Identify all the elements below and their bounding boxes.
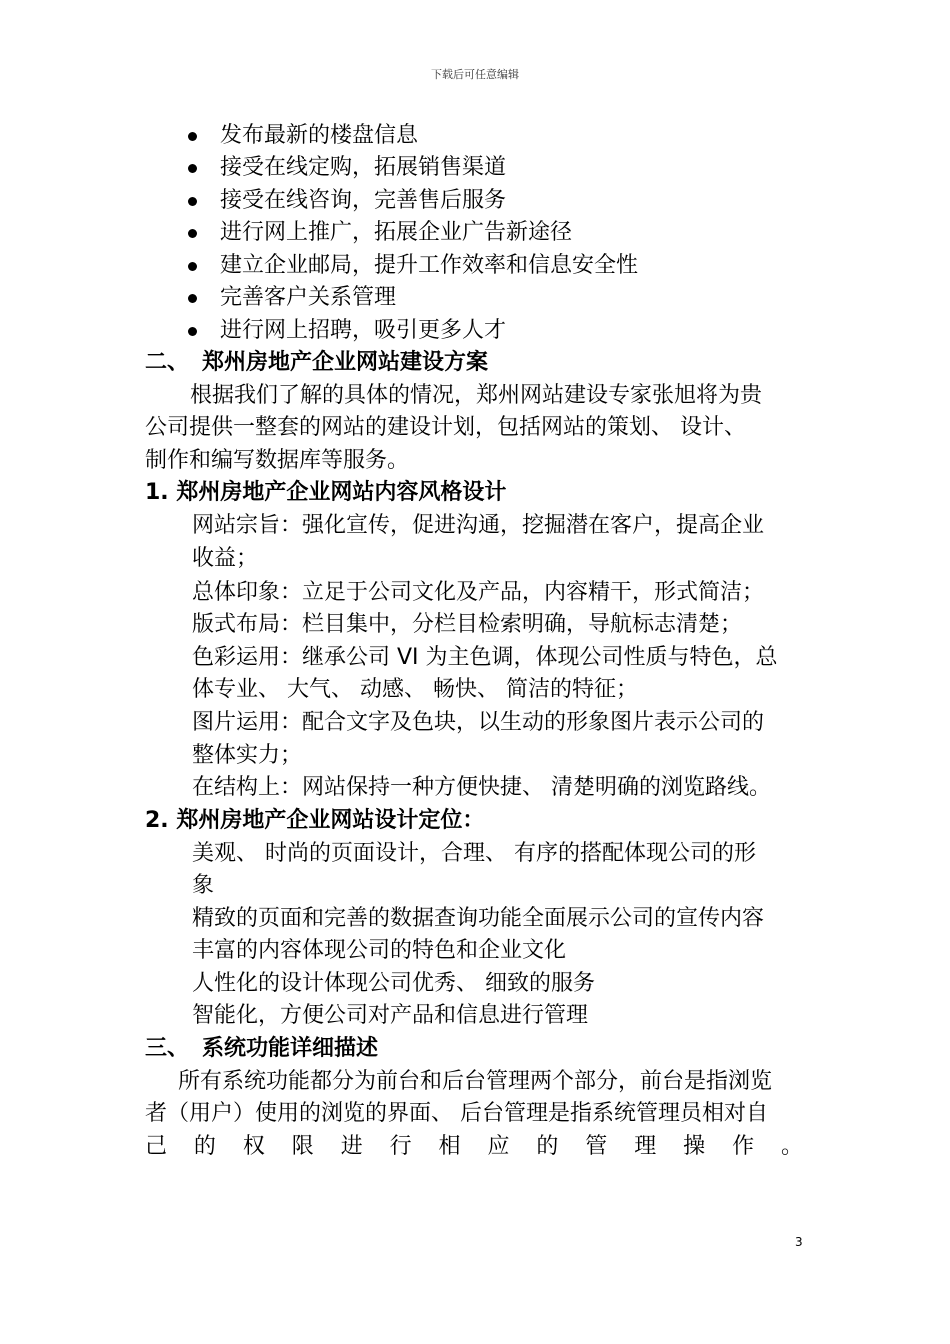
bullet-dot (188, 294, 197, 303)
paragraph-line: 公司提供一整套的网站的建设计划，包括网站的策划、 设计、 (145, 415, 746, 440)
character: 操 (683, 1134, 706, 1159)
list-item: 接受在线咨询，完善售后服务 (220, 188, 507, 213)
character: 己 (145, 1134, 168, 1159)
content-line: 网站宗旨：强化宣传，促进沟通，挖掘潜在客户，提高企业 (192, 513, 765, 538)
content-line: 收益； (192, 546, 259, 571)
content-line: 总体印象：立足于公司文化及产品，内容精干，形式简洁； (192, 580, 765, 605)
section-number: 三、 (145, 1036, 190, 1061)
character: 理 (634, 1134, 657, 1159)
character: 行 (389, 1134, 412, 1159)
content-line: 整体实力； (192, 743, 303, 768)
content-line: 精致的页面和完善的数据查询功能全面展示公司的宣传内容 (192, 906, 765, 931)
character: 。 (780, 1134, 803, 1159)
bullet-dot (188, 229, 197, 238)
content-line: 美观、 时尚的页面设计，合理、 有序的搭配体现公司的形 (192, 841, 756, 866)
section-number: 二、 (145, 350, 190, 375)
character: 权 (242, 1134, 265, 1159)
list-item: 发布最新的楼盘信息 (220, 123, 419, 148)
content-line: 智能化，方便公司对产品和信息进行管理 (192, 1003, 589, 1028)
character: 管 (585, 1134, 608, 1159)
paragraph-line: 者（用户）使用的浏览的界面、 后台管理是指系统管理员相对自 (145, 1101, 768, 1126)
content-line: 图片运用：配合文字及色块，以生动的形象图片表示公司的 (192, 710, 765, 735)
paragraph-line: 所有系统功能都分为前台和后台管理两个部分，前台是指浏览 (178, 1069, 773, 1094)
content-line: 丰富的内容体现公司的特色和企业文化 (192, 938, 567, 963)
bullet-dot (188, 327, 197, 336)
character: 的 (536, 1134, 559, 1159)
bullet-dot (188, 197, 197, 206)
section-heading: 郑州房地产企业网站建设方案 (202, 350, 489, 375)
bullet-dot (188, 132, 197, 141)
list-item: 建立企业邮局，提升工作效率和信息安全性 (220, 253, 639, 278)
character: 作 (732, 1134, 755, 1159)
character: 的 (193, 1134, 216, 1159)
paragraph-line: 制作和编写数据库等服务。 (145, 448, 410, 473)
paragraph-line: 根据我们了解的具体的情况，郑州网站建设专家张旭将为贵 (190, 383, 763, 408)
character: 相 (438, 1134, 461, 1159)
character: 进 (340, 1134, 363, 1159)
character: 限 (291, 1134, 314, 1159)
content-line: 象 (192, 873, 215, 898)
content-line: 人性化的设计体现公司优秀、 细致的服务 (192, 971, 595, 996)
bullet-dot (188, 262, 197, 271)
content-line: 在结构上：网站保持一种方便快捷、 清楚明确的浏览路线。 (192, 775, 771, 800)
section-heading: 系统功能详细描述 (202, 1036, 379, 1061)
bullet-dot (188, 164, 197, 173)
subsection-heading: 1. 郑州房地产企业网站内容风格设计 (145, 480, 507, 505)
page-header: 下载后可任意编辑 (431, 68, 519, 81)
content-line: 体专业、 大气、 动感、 畅快、 简洁的特征； (192, 677, 638, 702)
list-item: 接受在线定购，拓展销售渠道 (220, 155, 507, 180)
page-number: 3 (795, 1235, 803, 1249)
list-item: 进行网上推广，拓展企业广告新途径 (220, 220, 573, 245)
list-item: 完善客户关系管理 (220, 285, 397, 310)
paragraph-line (145, 1131, 803, 1163)
list-item: 进行网上招聘，吸引更多人才 (220, 318, 507, 343)
character: 应 (487, 1134, 510, 1159)
content-line: 色彩运用：继承公司 VI 为主色调，体现公司性质与特色，总 (192, 645, 778, 670)
subsection-heading: 2. 郑州房地产企业网站设计定位： (145, 808, 485, 833)
content-line: 版式布局：栏目集中，分栏目检索明确，导航标志清楚； (192, 612, 743, 637)
